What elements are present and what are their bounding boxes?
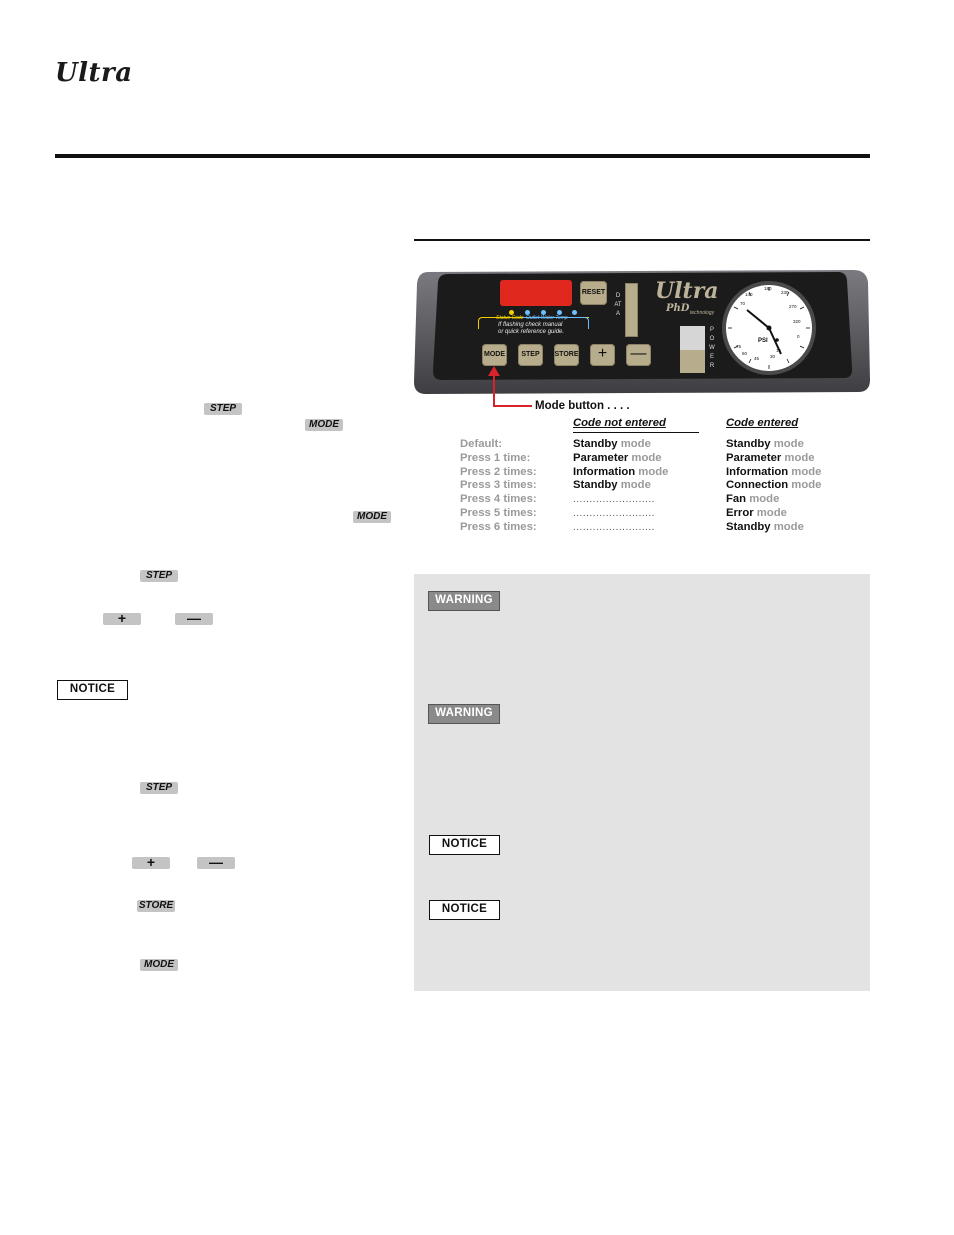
gauge-tick: 70 — [740, 301, 746, 306]
mode-row-label: Press 6 times: — [460, 520, 537, 533]
mode-cell-code-entered — [726, 521, 804, 533]
panel-plus-button: + — [590, 344, 615, 366]
panel-step-button: STEP — [518, 344, 543, 366]
mode-cell-code-not-entered — [573, 521, 655, 533]
header-rule — [55, 154, 870, 158]
panel-technology: technology — [690, 310, 715, 316]
mode-button-arrow — [484, 366, 534, 412]
mode-cell-code-entered — [726, 466, 821, 478]
mode-dots: ......................... — [573, 508, 655, 519]
mode-suffix: mode — [791, 479, 822, 492]
mode-cell-code-entered — [726, 493, 779, 505]
pressure-temp-gauge — [721, 280, 817, 376]
gauge-tick: 60 — [742, 351, 748, 356]
panel-mode-button: MODE — [482, 344, 507, 366]
mode-key-chip: MODE — [140, 959, 178, 971]
mode-row-label: Press 1 time: — [460, 451, 531, 464]
plus-key-chip: + — [103, 613, 141, 625]
notice-label: NOTICE — [57, 680, 128, 700]
mode-name: Fan — [726, 493, 747, 506]
status-led-blue — [572, 310, 577, 315]
mode-dots: ......................... — [573, 521, 655, 533]
gauge-tick: 75 — [736, 344, 742, 349]
notice-label: NOTICE — [429, 900, 500, 920]
step-key-chip: STEP — [204, 403, 242, 415]
mode-name: Standby — [573, 438, 618, 450]
mode-cell-code-not-entered — [573, 466, 668, 478]
gauge-tick: 0 — [797, 334, 800, 339]
mode-suffix: mode — [620, 479, 651, 492]
flash-hint-line1: If flashing check manual — [498, 322, 563, 328]
gauge-psi-label: PSI — [758, 338, 768, 344]
gauge-tick: 45 — [754, 356, 760, 361]
data-label: DATA — [614, 293, 622, 317]
status-code-label: Status Code — [496, 315, 524, 321]
gauge-tick: 30 — [770, 354, 776, 359]
brand-logo: Ultra — [55, 58, 133, 88]
mode-name: Parameter — [726, 451, 782, 464]
mode-cell-code-not-entered — [573, 493, 655, 505]
mode-row-label: Default: — [460, 438, 503, 450]
minus-key-chip: — — [175, 613, 213, 625]
gauge-tick: 320 — [793, 319, 801, 324]
mode-suffix: mode — [773, 438, 804, 450]
mode-cell-code-entered — [726, 438, 804, 450]
gauge-tick: 180 — [764, 286, 772, 291]
mode-suffix: mode — [749, 493, 780, 506]
control-panel — [414, 268, 870, 396]
col-underline — [573, 432, 699, 433]
mode-key-chip: MODE — [353, 511, 391, 523]
step-key-chip: STEP — [140, 782, 178, 794]
mode-suffix: mode — [638, 465, 669, 478]
mode-name: Information — [573, 465, 636, 478]
mode-suffix: mode — [756, 507, 787, 519]
mode-cell-code-entered — [726, 507, 787, 519]
store-key-chip: STORE — [138, 900, 174, 911]
mode-key-chip: MODE — [305, 419, 343, 431]
mode-cell-code-entered — [726, 452, 815, 464]
data-strip — [625, 283, 638, 337]
gauge-tick: 15 — [776, 348, 782, 353]
safety-panel — [414, 574, 870, 991]
notice-label: NOTICE — [429, 835, 500, 855]
mode-name: Connection — [726, 479, 789, 492]
flash-hint-line2: or quick reference guide. — [498, 329, 565, 335]
mode-cell-code-not-entered — [573, 479, 651, 491]
plus-key-chip: + — [132, 857, 170, 869]
mode-suffix: mode — [620, 438, 651, 450]
panel-minus-button: — — [626, 344, 651, 366]
mode-dots: ......................... — [573, 494, 655, 506]
gauge-tick: 270 — [789, 304, 797, 309]
reset-button: RESET — [580, 281, 607, 305]
led-display — [500, 280, 572, 306]
mode-row-label: Press 3 times: — [460, 479, 537, 492]
warning-label: WARNING — [428, 591, 500, 611]
gauge-tick: 230 — [781, 290, 789, 295]
mode-suffix: mode — [784, 451, 815, 464]
warning-label: WARNING — [428, 704, 500, 724]
mode-cell-code-not-entered — [573, 452, 662, 464]
mode-suffix: mode — [631, 451, 662, 464]
mode-name: Standby — [726, 438, 771, 450]
minus-key-chip: — — [197, 857, 235, 869]
power-indicator — [680, 326, 705, 373]
mode-row-label: Press 5 times: — [460, 507, 537, 519]
mode-cell-code-not-entered — [573, 438, 651, 450]
panel-store-button: STORE — [554, 344, 579, 366]
mode-name: Parameter — [573, 451, 629, 464]
mode-button-callout: Mode button . . . . — [535, 400, 630, 412]
section-rule — [414, 239, 870, 241]
power-label: POWER — [709, 327, 715, 369]
gauge-tick: 140 — [745, 292, 753, 297]
mode-cell-code-entered — [726, 479, 821, 491]
panel-phd: PhD — [666, 303, 690, 314]
mode-name: Information — [726, 465, 789, 478]
col-header-code-not-entered: Code not entered — [573, 417, 666, 429]
mode-name: Standby — [573, 479, 618, 492]
col-header-code-entered: Code entered — [726, 417, 799, 429]
mode-row-label: Press 4 times: — [460, 493, 537, 506]
step-key-chip: STEP — [140, 570, 178, 582]
panel-brand: Ultra — [655, 278, 719, 304]
mode-suffix: mode — [791, 465, 822, 478]
mode-name: Standby — [726, 520, 771, 533]
mode-row-label: Press 2 times: — [460, 465, 537, 478]
mode-name: Error — [726, 507, 754, 519]
mode-cell-code-not-entered — [573, 507, 655, 519]
mode-suffix: mode — [773, 520, 804, 533]
outlet-temp-label: Outlet Water Temp — [526, 315, 568, 321]
